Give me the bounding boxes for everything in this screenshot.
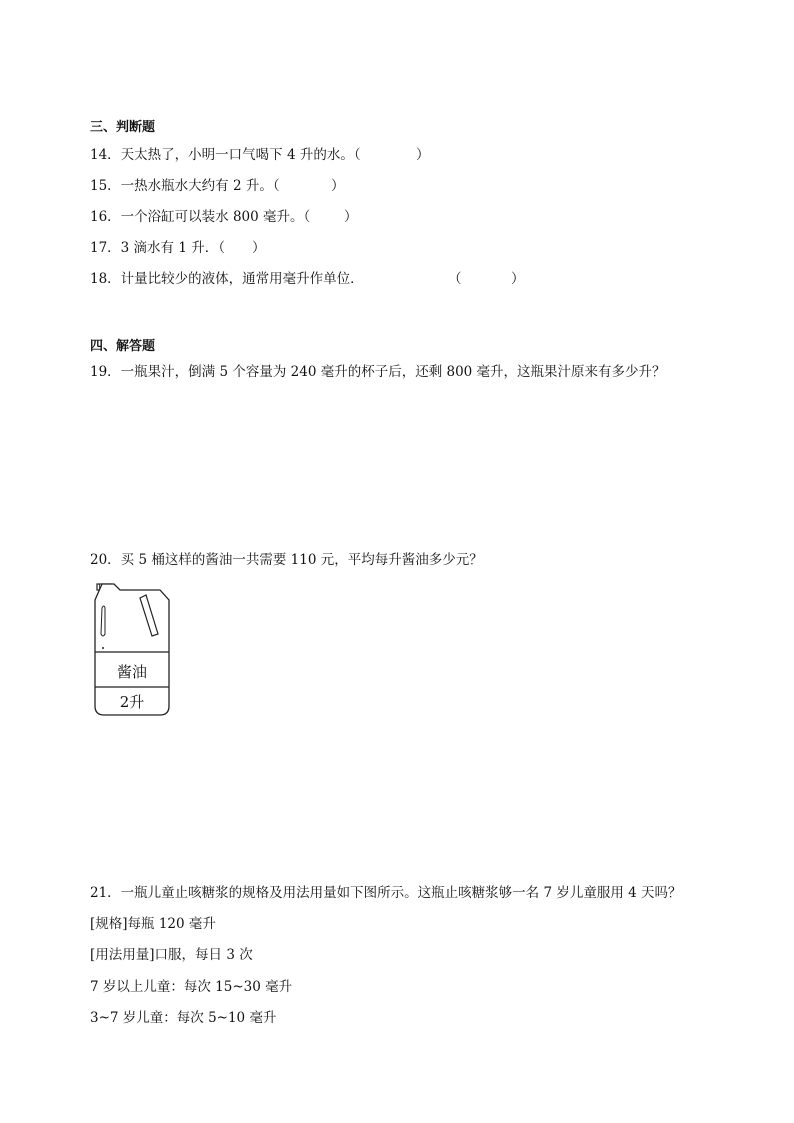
answer-paren-14: ） xyxy=(416,147,430,163)
q21-dose-over-7: 7 岁以上儿童：每次 15~30 毫升 xyxy=(90,979,293,995)
section-4-heading: 四、解答题 xyxy=(90,339,156,354)
question-21: 21．一瓶儿童止咳糖浆的规格及用法用量如下图所示。这瓶止咳糖浆够一名 7 岁儿童服用 4 天吗？ xyxy=(90,885,682,901)
answer-paren-16: ） xyxy=(344,209,358,225)
section-3-heading: 三、判断题 xyxy=(90,120,156,135)
question-19: 19．一瓶果汁，倒满 5 个容量为 240 毫升的杯子后，还剩 800 毫升，这瓶果汁原来有多少升？ xyxy=(90,364,666,380)
answer-paren-15: ） xyxy=(331,178,345,194)
bottle-label-volume: 2升 xyxy=(119,693,145,711)
q21-dose-3-to-7: 3~7 岁儿童：每次 5~10 毫升 xyxy=(90,1010,277,1026)
question-20: 20．买 5 桶这样的酱油一共需要 110 元，平均每升酱油多少元？ xyxy=(90,552,483,568)
question-16: 16．一个浴缸可以装水 800 毫升。（ xyxy=(90,209,311,225)
q21-spec-line: [规格]每瓶 120 毫升 xyxy=(90,916,216,932)
answer-paren-17: ） xyxy=(252,240,266,256)
answer-paren-18-close: ） xyxy=(511,271,525,287)
question-18: 18．计量比较少的液体，通常用毫升作单位． xyxy=(90,271,364,287)
answer-paren-18-open: （ xyxy=(448,271,462,287)
question-14: 14．天太热了，小明一口气喝下 4 升的水。（ xyxy=(90,147,361,163)
question-17: 17．3 滴水有 1 升．（ xyxy=(90,240,225,256)
q21-usage-line: [用法用量]口服，每日 3 次 xyxy=(90,947,253,963)
soy-sauce-bottle-figure xyxy=(92,582,172,718)
bottle-label-name: 酱油 xyxy=(116,663,148,681)
question-15: 15．一热水瓶水大约有 2 升。（ xyxy=(90,178,280,194)
